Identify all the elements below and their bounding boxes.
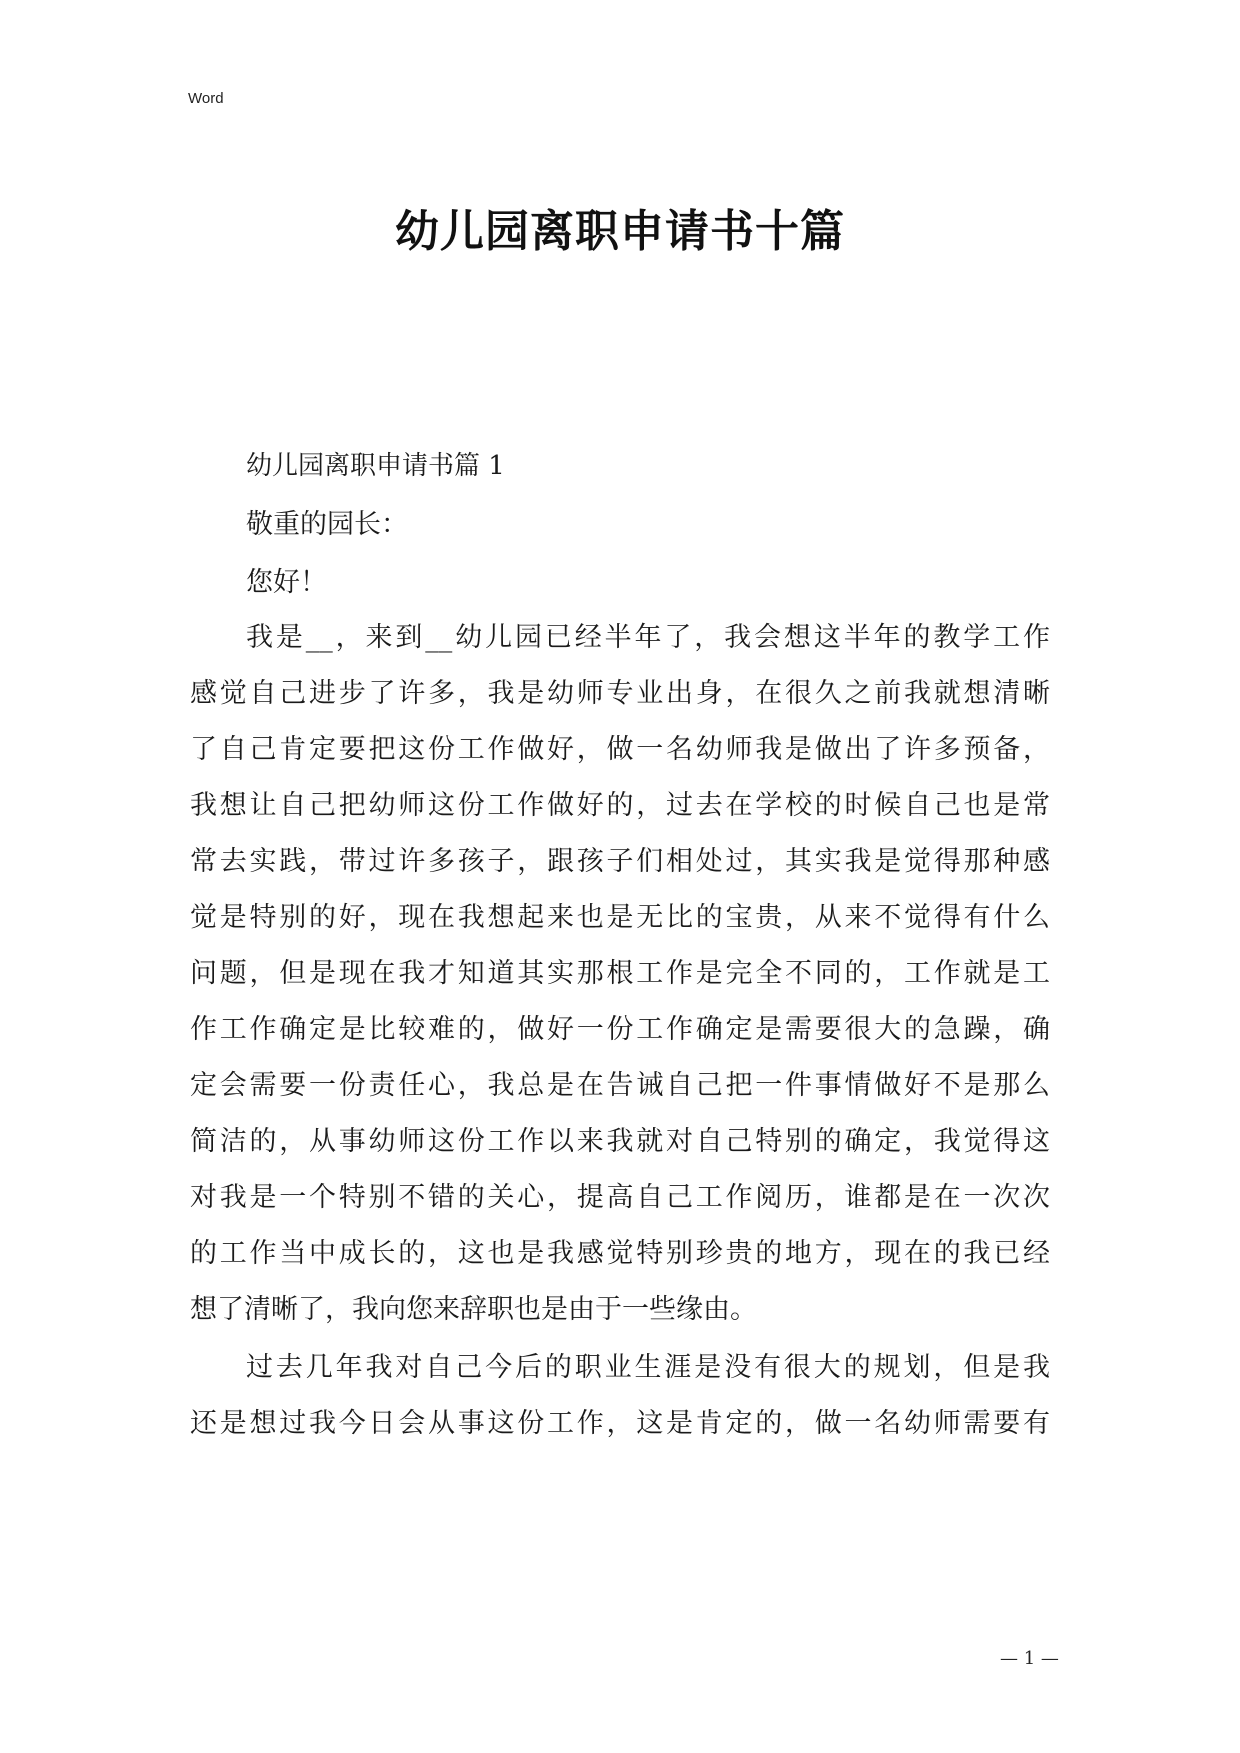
paragraph-line: 我是__，来到__幼儿园已经半年了，我会想这半年的教学工作 <box>246 622 1050 653</box>
section-heading: 幼儿园离职申请书篇 1 <box>246 451 505 481</box>
paragraph-line: 感觉自己进步了许多，我是幼师专业出身，在很久之前我就想清晰 <box>190 678 1050 709</box>
paragraph-line: 定会需要一份责任心，我总是在告诫自己把一件事情做好不是那么 <box>190 1070 1050 1101</box>
paragraph-line: 还是想过我今日会从事这份工作，这是肯定的，做一名幼师需要有 <box>190 1408 1050 1439</box>
header-label: Word <box>188 90 224 107</box>
paragraph-line: 过去几年我对自己今后的职业生涯是没有很大的规划，但是我 <box>246 1352 1050 1383</box>
paragraph-line: 作工作确定是比较难的，做好一份工作确定是需要很大的急躁，确 <box>190 1014 1050 1045</box>
paragraph-line: 想了清晰了，我向您来辞职也是由于一些缘由。 <box>190 1294 757 1325</box>
paragraph-line: 简洁的，从事幼师这份工作以来我就对自己特别的确定，我觉得这 <box>190 1126 1050 1157</box>
paragraph-line: 了自己肯定要把这份工作做好，做一名幼师我是做出了许多预备， <box>190 734 1050 765</box>
greeting: 您好！ <box>246 567 327 598</box>
paragraph-line: 常去实践，带过许多孩子，跟孩子们相处过，其实我是觉得那种感 <box>190 846 1050 877</box>
salutation: 敬重的园长： <box>246 509 408 540</box>
document-title: 幼儿园离职申请书十篇 <box>395 206 845 257</box>
paragraph-line: 我想让自己把幼师这份工作做好的，过去在学校的时候自己也是常 <box>190 790 1050 821</box>
paragraph-line: 觉是特别的好，现在我想起来也是无比的宝贵，从来不觉得有什么 <box>190 902 1050 933</box>
page-number: — 1 — <box>1000 1648 1059 1669</box>
paragraph-line: 问题，但是现在我才知道其实那根工作是完全不同的，工作就是工 <box>190 958 1050 989</box>
paragraph-line: 对我是一个特别不错的关心，提高自己工作阅历，谁都是在一次次 <box>190 1182 1050 1213</box>
paragraph-line: 的工作当中成长的，这也是我感觉特别珍贵的地方，现在的我已经 <box>190 1238 1050 1269</box>
